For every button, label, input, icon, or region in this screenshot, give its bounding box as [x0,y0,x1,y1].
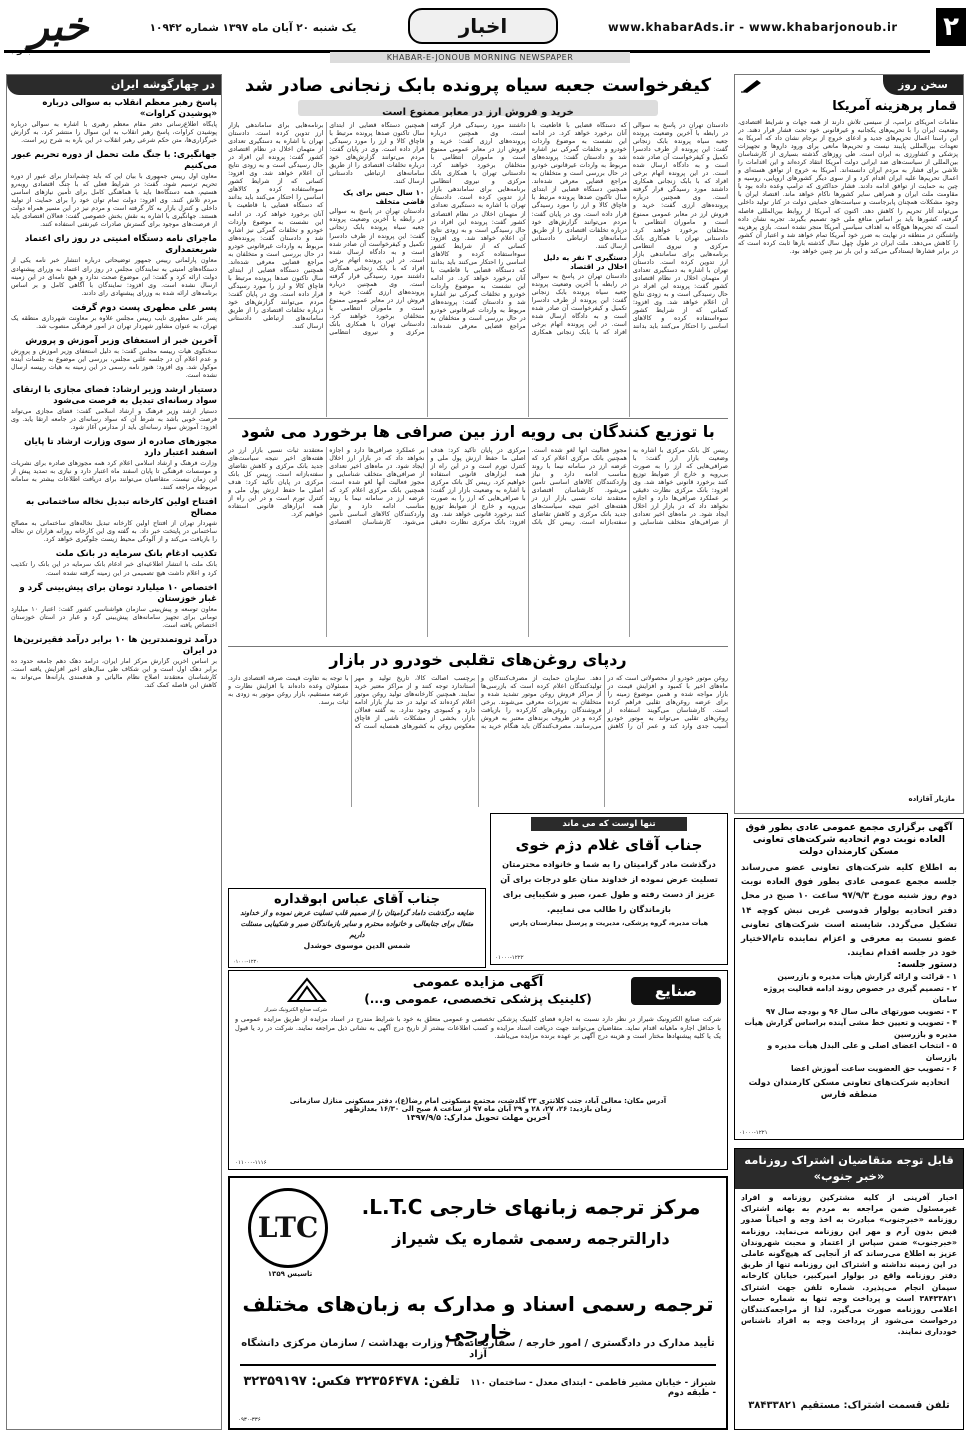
sidebar-news-body: معاون پارلمانی رییس جمهور توضیحاتی درباره انتشار خبر نامه یکی از دستگاه‌های امنیتی به نمایندگان مجلس در روز رای اعتماد به وزرای پیشنهادی دولت ارائه کرد و گفت: این موضوع صحت ندارد و هیچ نامه‌ای در این زمینه ارسال نشده است. وی افزود: نمایندگان با آگاهی کامل و بر اساس برنامه‌های ارائه شده به وزرای پیشنهادی رای دادند. [11,257,217,297]
auction-code: ۰۱۱۰۰۰-۱۱۱۶ [235,1160,267,1166]
sidebar-title-text: در چهارگوشه ایران [111,78,215,91]
sidebar-news-item [11,549,217,577]
sidebar-news-body: شهردار تهران از افتتاح اولین کارخانه تبدیل نخاله‌های ساختمانی به مصالح ساختمانی در پایتخت خبر داد. به گفته وی این کارخانه روزانه هزاران تن نخاله را بازیافت می‌کند و از آلودگی محیط زیست جلوگیری خواهد کرد. [11,520,217,544]
ltc-main: ترجمه رسمی اسناد و مدارک به زبان‌های مختلف خارجی [242,1292,714,1344]
section-title [408,8,558,44]
auction-org: شرکت صنایع الکترونیک شیراز [264,1007,327,1013]
condolence-right-title: جناب آقای غلام دژم خوی [515,836,703,854]
ltc-logo-text: LTC [257,1211,319,1244]
auction-title: آگهی مزایده عمومی [412,975,544,990]
sidebar-items [7,95,221,1425]
lead-story [228,74,728,424]
auction-org-logo [237,977,327,1013]
sidebar-news-body: پسر علی مطهری نایب رییس مجلس علاوه بر معاونت شهرداری منطقه یک تهران، به عنوان مشاور شهردار تهران در امور فرهنگی منصوب شد. [11,314,217,330]
ltc-logo [248,1188,328,1268]
sidebar-news-body: بانک ملت با انتشار اطلاعیه‌ای خبر ادغام بانک سرمایه در این بانک را تکذیب کرد و اعلام داشت هیچ تصمیمی در این زمینه گرفته نشده است. [11,561,217,577]
story2-body-2: رییس کل بانک مرکزی با اشاره به وضعیت بازار ارز گفت: با صرافی‌هایی که ارز را به صورت بی‌رویه و خارج از ضوابط توزیع کنند برخورد قانونی خواهد شد. وی افزود: بانک مرکزی نظارت دقیقی بر عملکرد صرافی‌ها دارد و اجازه نخواهد داد که در بازار ارز اخلال ایجاد شود. در ماه‌های اخیر تعدادی از صرافی‌های متخلف شناسایی و مجوز فعالیت آنها لغو شده است. همچنین بانک مرکزی اعلام کرد که عرضه ارز در سامانه نیما با روند مناسب ادامه دارد و نیاز واردکنندگان کالاهای اساسی تأمین می‌شود. کارشناسان اقتصادی معتقدند ثبات نسبی بازار ارز در هفته‌های اخیر نتیجه سیاست‌های جدید بانک مرکزی و کاهش تقاضای سفته‌بازانه است. رییس کل بانک مرکزی در پایان تأکید کرد: هدف اصلی ما حفظ ارزش پول ملی و کنترل تورم است و در این راه از همه ابزارهای قانونی استفاده خواهیم کرد. [228,447,526,527]
lead-body-text-2: دادستان تهران در پاسخ به سوالی در رابطه با آخرین وضعیت پرونده جعبه سیاه پرونده بابک زنجانی گفت: این پرونده از طرف دادسرا تکمیل و کیفرخواست آن صادر شده است و به دادگاه ارسال شده است. در این پرونده اتهام برخی افراد که با بابک زنجانی همکاری داشتند مورد رسیدگی قرار گرفته است. وی همچنین درباره پرونده‌های ارزی گفت: خرید و فروش ارز در معابر عمومی ممنوع است و ماموران انتظامی با متخلفان برخورد خواهند کرد. دادستانی تهران با همکاری بانک مرکزی و نیروی انتظامی برنامه‌هایی برای ساماندهی بازار ارز تدوین کرده است. دادستان تهران با اشاره به دستگیری تعدادی از متهمان اخلال در نظام اقتصادی کشور گفت: پرونده این افراد در حال رسیدگی است و به زودی نتایج آن اعلام خواهد شد. وی افزود: کسانی که از شرایط کشور سوءاستفاده کرده و کالاهای اساسی را احتکار می‌کنند باید بدانند که دستگاه قضایی با قاطعیت با آنان برخورد خواهد کرد. در ادامه این نشست به موضوع واردات خودرو و تخلفات گمرکی نیز اشاره شد و دادستان گفت: پرونده‌های مربوط به واردات غیرقانونی خودرو در حال بررسی است و متخلفان به مراجع قضایی معرفی شده‌اند. همچنین دستگاه قضایی از ابتدای سال تاکنون صدها پرونده مرتبط با قاچاق کالا و ارز را مورد رسیدگی قرار داده است. وی در پایان گفت: مردم می‌توانند گزارش‌های خود درباره تخلفات اقتصادی را از طریق سامانه‌های ارتباطی دادستانی ارسال کنند. [329,122,627,337]
condolence-left-body: ضایعه درگذشت داماد گرامیتان را از صمیم قلب تسلیت عرض نموده و از خداوند متعال برای جنابعالی و خانواده محترم و سایر بازماندگان صبر و شکیبایی مسئلت داریم [240,909,474,939]
meeting-agenda-item: ۲ - تصمیم گیری در خصوص روند ادامه فعالیت پروژه سامان [763,983,957,1005]
meeting-agenda-list [735,971,963,1075]
sidebar-news-head: افتتاح اولین کارخانه تبدیل نخاله ساختمانی به مصالح [25,497,217,519]
auction-visit: زمان بازدید: ۲۶، ۲۷، ۲۸ و ۲۹ آبان ماه ۹۷ از ساعت ۸ صبح الی ۱۶/۳۰ بعدازظهر [344,1105,612,1113]
sidebar-news-head: دستیار ارشد وزیر ارشاد: فضای مجازی با ارتقای سواد رسانه‌ای تبدیل به فرصت می‌شود [12,384,217,406]
sidebar-news-head: درآمد ثروتمندترین ها ۱۰ برابر درآمد فقیرترین‌ها در ایران [13,634,217,656]
ltc-certs: تأیید مدارک در دادگستری / امور خارجه / سفارتخانه‌ها / وزارت بهداشت / سازمان مرکزی دانشگاه آزاد [241,1338,715,1360]
websites: www.khabarAds.ir - www.khabarjonoub.ir [608,20,898,34]
condolence-left-from: شمس الدین موسوی خوشدل [303,941,411,950]
ltc-since: تاسیس ۱۳۵۹ [267,1270,313,1278]
condolence-right-body: درگذشت مادر گرامیتان را به شما و خانواده محترمتان تسلیت عرض نموده از خداوند منان علو درجات برای آن عزیز از دست رفته و طول عمر، صبر و شکیبایی برای بازماندگان را طالب می نماییم. [500,859,718,914]
lead-inline-head-2: ۱۰ سال حبس برای یک قاضی متخلف [343,188,425,207]
subscription-body: اخبار آفرینی از کلیه مشترکین روزنامه و افراد غیرمسئول ضمن مراجعه به مردم به بهانه اشتراک روزنامه «خبرجنوب» مبادرت به اخذ وجه و احیاناً صدور قبض بدون آرم و مهر این روزنامه می‌نماید. روزنامه «خبرجنوب» ضمن سپاس از اعتماد و محبت شهروندان عزیز به اطلاع می‌رساند که از آنجایی که هیچ‌گونه عاملی در این زمینه نداشته و اشتراک این روزنامه تنها از طریق دفتر روزنامه واقع در بولوار امیرکبیر، خیابان کارخانه سیمان انجام می‌پذیرد. شماره تلفن جهت اشتراک ۳۸۴۳۳۸۲۱ است و پرداخت وجه تنها به شماره حساب اعلامی روزنامه صورت می‌گیرد. لذا از مراجعه‌کنندگان درخواست می‌شود از پرداخت وجه به افراد ناشناس خودداری نمایند. [741,1193,957,1337]
meeting-agenda-item: ۶ - تصویب حق العضویت ساعت آموزش اعضا [790,1064,957,1074]
story3-body-wrap [228,675,728,807]
masthead [0,0,970,70]
auction-logo [631,977,721,1005]
story-2 [228,418,728,643]
pen-icon [741,77,765,93]
sidebar-news-item [11,98,217,145]
sidebar-news-item [11,497,217,544]
sidebar-news-head: تکذیب ادغام بانک سرمایه در بانک ملت [55,549,217,560]
sidebar [6,74,222,1430]
lead-body-text: دادستان تهران در پاسخ به سوالی در رابطه با آخرین وضعیت پرونده جعبه سیاه پرونده بابک زنجانی گفت: این پرونده از طرف دادسرا تکمیل و کیفرخواست آن صادر شده است و به دادگاه ارسال شده است. در این پرونده اتهام برخی افراد که با بابک زنجانی همکاری داشتند مورد رسیدگی قرار گرفته است. وی همچنین درباره پرونده‌های ارزی گفت: خرید و فروش ارز در معابر عمومی ممنوع است و ماموران انتظامی با متخلفان برخورد خواهند کرد. دادستانی تهران با همکاری بانک مرکزی و نیروی انتظامی برنامه‌هایی برای ساماندهی بازار ارز تدوین کرده است. دادستان تهران با اشاره به دستگیری تعدادی از متهمان اخلال در نظام اقتصادی کشور گفت: پرونده این افراد در حال رسیدگی است و به زودی نتایج آن اعلام خواهد شد. وی افزود: کسانی که از شرایط کشور سوءاستفاده کرده و کالاهای اساسی را احتکار می‌کنند باید بدانند که دستگاه قضایی با قاطعیت با آنان برخورد خواهد کرد. در ادامه این نشست به موضوع واردات خودرو و تخلفات گمرکی نیز اشاره شد و دادستان گفت: پرونده‌های مربوط به واردات غیرقانونی خودرو در حال بررسی است و متخلفان به مراجع قضایی معرفی شده‌اند. همچنین دستگاه قضایی از ابتدای سال تاکنون صدها پرونده مرتبط با قاچاق کالا و ارز را مورد رسیدگی قرار داده است. وی در پایان گفت: مردم می‌توانند گزارش‌های خود درباره تخلفات اقتصادی را از طریق سامانه‌های ارتباطی دادستانی ارسال کنند. [531,122,728,331]
sidebar-news-item [11,583,217,630]
sidebar-news-head: جهانگیری: با جنگ ملت تحمل از دوره تحریم عبور می‌کنیم [11,150,217,172]
condolence-left-code: ۰۱۰۰۰-۱۲۲۰ [233,959,259,965]
meeting-agenda-item: ۳ - تصویب صورتهای مالی سال ۹۶ و بودجه سال ۹۷ [765,1006,957,1016]
auction-body: شرکت صنایع الکترونیک شیراز در نظر دارد نسبت به اجاره فضای کلینیک پزشکی تخصصی و عمومی متعلق به خود با شرایط مندرج در اسناد مزایده از طریق مزایده عمومی و با حداقل اجاره ماهیانه اقدام نماید. متقاضیان می‌توانند جهت دریافت اسناد مزایده و کسب اطلاعات بیشتر از تاریخ درج آگهی به نشانی ذیل مراجعه نمایند. شرکت در رد یا قبول یک یا کلیه پیشنهادها مختار است و هزینه درج آگهی بر عهده برنده مزایده می‌باشد. [235,1015,721,1041]
sidebar-news-body: پایگاه اطلاع‌رسانی دفتر مقام معظم رهبری با اشاره به سوالی درباره پوشیدن کراوات، پاسخ رهبر انقلاب به این سوال را منتشر کرد. به گزارش خبرگزاری‌ها، متن حکم شرعی رهبر انقلاب در این باره به شرح زیر است. [11,121,217,145]
sidebar-news-body: معاون اول رییس جمهوری با بیان این که باید چشم‌انداز برای عبور از دوره تحریم ترسیم شود، گفت: در شرایط فعلی که با جنگ اقتصادی روبه‌رو هستیم، همه دستگاه‌ها باید با هماهنگی کامل برای تأمین نیازهای اساسی مردم تلاش کنند. وی افزود: دولت تمام توان خود را برای حمایت از تولید داخلی و کنترل بازار به کار گرفته است و مردم نیز در این مسیر همراه دولت هستند. جهانگیری با اشاره به نقش بخش خصوصی گفت: فعالان اقتصادی باید از فرصت‌های موجود برای گسترش صادرات غیرنفتی استفاده کنند. [11,173,217,229]
editorial-author: مازیار آقازاده [908,795,955,803]
lead-inline-head-1: دستگیری ۳ نفر به دلیل اخلال در اقتصاد [543,252,627,271]
auction-address: آدرس مکان: معالی آباد، جنب کلانتری ۲۳ گلدشت، مجتمع مسکونی امام رضا(ع)، دفتر مسکونی منازل سازمانی [289,1097,667,1105]
auction-deadline: آخرین مهلت تحویل مدارک: ۱۳۹۷/۹/۵ [405,1113,551,1122]
sidebar-news-body: معاون توسعه و پیش‌بینی سازمان هواشناسی کشور گفت: اعتبار ۱۰ میلیارد تومانی برای تجهیز سامانه‌های پیش‌بینی گرد و غبار در استان خوزستان اختصاص یافته است. [11,605,217,629]
meeting-agenda-item: ۴ - تصویب و تعیین خط مشی آینده براساس گزارش هیأت مدیره و بازرسین [744,1018,957,1039]
sidebar-news-head: پسر علی مطهری پست دوم گرفت [71,302,217,313]
sidebar-news-item [11,234,217,297]
sidebar-news-item [11,437,217,492]
sidebar-title [7,75,221,95]
ltc-phone: تلفن: ۳۲۳۵۶۴۷۸ فکس: ۳۲۳۵۹۱۹۷ [243,1374,460,1389]
story2-body: رییس کل بانک مرکزی با اشاره به وضعیت بازار ارز گفت: با صرافی‌هایی که ارز را به صورت بی‌رویه و خارج از ضوابط توزیع کنند برخورد قانونی خواهد شد. وی افزود: بانک مرکزی نظارت دقیقی بر عملکرد صرافی‌ها دارد و اجازه نخواهد داد که در بازار ارز اخلال ایجاد شود. در ماه‌های اخیر تعدادی از صرافی‌های متخلف شناسایی و مجوز فعالیت آنها لغو شده است. همچنین بانک مرکزی اعلام کرد که عرضه ارز در سامانه نیما با روند مناسب ادامه دارد و نیاز واردکنندگان کالاهای اساسی تأمین می‌شود. کارشناسان اقتصادی معتقدند ثبات نسبی بازار ارز در هفته‌های اخیر نتیجه سیاست‌های جدید بانک مرکزی و کاهش تقاضای سفته‌بازانه است. رییس کل بانک مرکزی در پایان تأکید کرد: هدف اصلی ما حفظ ارزش پول ملی و کنترل تورم است و در این راه از همه ابزارهای قانونی استفاده خواهیم کرد. [430,447,728,527]
section-label: اخبار [458,14,508,38]
ltc-subtitle: دارالترجمه رسمی شماره یک شیراز [392,1229,670,1248]
ltc-address: شیراز - خیابان مشیر فاطمی - ابتدای معدل - ساختمان ۱۱۰ - طبقه دوم [470,1378,716,1398]
lead-body-text-3: دادستان تهران در پاسخ به سوالی در رابطه با آخرین وضعیت پرونده جعبه سیاه پرونده بابک زنجانی گفت: این پرونده از طرف دادسرا تکمیل و کیفرخواست آن صادر شده است و به دادگاه ارسال شده است. در این پرونده اتهام برخی افراد که با بابک زنجانی همکاری داشتند مورد رسیدگی قرار گرفته است. وی همچنین درباره پرونده‌های ارزی گفت: خرید و فروش ارز در معابر عمومی ممنوع است و ماموران انتظامی با متخلفان برخورد خواهند کرد. دادستانی تهران با همکاری بانک مرکزی و نیروی انتظامی برنامه‌هایی برای ساماندهی بازار ارز تدوین کرده است. دادستان تهران با اشاره به دستگیری تعدادی از متهمان اخلال در نظام اقتصادی کشور گفت: پرونده این افراد در حال رسیدگی است و به زودی نتایج آن اعلام خواهد شد. وی افزود: کسانی که از شرایط کشور سوءاستفاده کرده و کالاهای اساسی را احتکار می‌کنند باید بدانند که دستگاه قضایی با قاطعیت با آنان برخورد خواهد کرد. در ادامه این نشست به موضوع واردات خودرو و تخلفات گمرکی نیز اشاره شد و دادستان گفت: پرونده‌های مربوط به واردات غیرقانونی خودرو در حال بررسی است و متخلفان به مراجع قضایی معرفی شده‌اند. همچنین دستگاه قضایی از ابتدای سال تاکنون صدها پرونده مرتبط با قاچاق کالا و ارز را مورد رسیدگی قرار داده است. وی در پایان گفت: مردم می‌توانند گزارش‌های خود درباره تخلفات اقتصادی را از طریق سامانه‌های ارتباطی دادستانی ارسال کنند. [228,122,425,337]
condolence-right [490,813,728,965]
condolence-left-title: جناب آقای عباس ابوقداره [273,892,441,907]
english-name: KHABAR-E-JONOUB MORNING NEWSPAPER [330,52,630,63]
sidebar-news-body: بر اساس آخرین گزارش مرکز آمار ایران، درآمد دهک دهم جامعه حدود ده برابر دهک اول است و این شکاف طی سال‌های اخیر افزایش یافته است. کارشناسان معتقدند اصلاح نظام مالیاتی و هدفمندی یارانه‌ها می‌تواند به کاهش این فاصله کمک کند. [11,657,217,689]
condolence-right-code: ۰۱۰۰۰-۱۲۲۲ [495,955,524,961]
sidebar-news-head: اختصاص ۱۰ میلیارد تومان برای پیش‌بینی گرد و غبار خوزستان [19,582,217,604]
auction-ad [228,970,728,1170]
lead-subhead-bar [298,100,658,116]
subscription-notice [734,1148,964,1430]
logo-text: خبر [29,3,89,50]
sidebar-news-item [11,635,217,690]
editorial-title: قمار پرهزینه آمریکا [832,99,957,114]
condolence-left [228,888,486,968]
story2-headline: با توزیع کنندگان بی رویه ارز بین صرافی ها برخورد می شود [241,422,715,441]
sidebar-news-item [11,385,217,432]
condolence-right-from: هیأت مدیره، گروه پزشکی، مدیریت و پرسنل بیمارستان پارس [509,919,709,927]
story-3 [228,646,728,809]
sidebar-news-body: دستیار ارشد وزیر فرهنگ و ارشاد اسلامی گفت: فضای مجازی می‌تواند فرصت خوبی باشد به شرط آن که سواد رسانه‌ای در جامعه ارتقا یابد. وی افزود: آموزش سواد رسانه‌ای باید از مدارس آغاز شود. [11,407,217,432]
meeting-body: به اطلاع کلیه شرکت‌های تعاونی عضو می‌رساند جلسه مجمع عمومی عادی بطور فوق العاده نوبت دوم روز شنبه مورخ ۹۷/۹/۳ ساعت ۱۰ صبح در محل دفتر اتحادیه بولوار قدوسی غربی نبش کوچه ۱۴ تشکیل می‌گردد. شایسته است شرکت‌های تعاونی عضو نسبت به معرفی و اعزام نماینده تام‌الاختیار خود در جلسه اقدام نمایند. [741,863,958,959]
story2-body-wrap [228,447,728,637]
logo [4,4,114,54]
ltc-rule [240,1364,716,1366]
story3-headline: ردپای روغن‌های تقلبی خودرو در بازار [329,650,627,669]
date-issue: یک شنبه ۲۰ آبان ماه ۱۳۹۷ شماره ۱۰۹۴۲ [149,22,357,34]
story3-body: روغن موتور خودرو از محصولاتی است که در ماه‌های اخیر با کمبود و افزایش قیمت در بازار مواجه شده و همین موضوع زمینه را برای عرضه روغن‌های تقلبی فراهم کرده است. کارشناسان می‌گویند استفاده از روغن‌های تقلبی می‌تواند به موتور خودرو آسیب جدی وارد کند و عمر آن را کاهش دهد. سازمان حمایت از مصرف‌کنندگان و تولیدکنندگان اعلام کرده است که بازرسی‌ها از مراکز فروش روغن موتور تشدید شده و متخلفان به تعزیرات معرفی می‌شوند. برخی فروشندگان روغن‌های کارکرده را بازیافت کرده و در ظروف برندهای معتبر به فروش می‌رسانند. مصرف‌کنندگان باید هنگام خرید به برچسب اصالت کالا، تاریخ تولید و مهر استاندارد توجه کنند و از مراکز معتبر خرید نمایند. همچنین کارخانه‌های تولید روغن موتور اعلام کرده‌اند که تولید در حد نیاز بازار ادامه دارد و کمبودی وجود ندارد. به گفته فعالان بازار، بخشی از مشکلات ناشی از قاچاق معکوس روغن به کشورهای همسایه است که با توجه به تفاوت قیمت صرفه اقتصادی دارد. مسئولان وعده داده‌اند با افزایش نظارت و عرضه مستقیم، بازار روغن موتور به زودی به ثبات برسد. [228,675,728,731]
lead-body [228,122,728,417]
meeting-agenda-item: ۱ - قرائت و ارائه گزارش هیأت مدیره و بازرسین [777,972,957,982]
ltc-code: ۰۹۳۰-۳۳۶ [238,1417,261,1423]
meeting-agenda-item: ۵ - انتخاب اعضای اصلی و علی البدل هیأت مدیره و بازرسان [767,1041,957,1062]
auction-logo-text: صنایع [654,982,698,1000]
lead-subhead: خرید و فروش ارز در معابر ممنوع است [382,107,574,118]
lead-headline: کیفرخواست جعبه سیاه پرونده بابک زنجانی صادر شد [244,75,712,96]
sidebar-news-body: سخنگوی هیات رییسه مجلس گفت: به دلیل استعفای وزیر آموزش و پرورش و عدم اعلام آن در جلسه علنی مجلس، بررسی این موضوع به جلسات آینده موکول شد. وی افزود: هنوز نامه رسمی در این زمینه به هیات رییسه ارسال نشده است. [11,347,217,379]
meeting-code: ۰۱۰۰۰-۱۲۲۱ [739,1130,768,1136]
editorial [734,74,964,814]
sidebar-news-item [11,336,217,380]
editorial-body: مقامات آمریکای ترامپ، از سیسی تلاش دارند از همه جهات و شرایط اقتصادی، وضعیت ایران را با تحریم‌های یکجانبه و غیرقانونی خود تحت فشار قرار دهند. در این راستا اعمال تحریم‌های جدید و ادعای خروج از برجام نشان داد که آمریکا به تعهدات بین‌المللی پایبند نیست و تحریم‌ها مانعی برای ورود داروها و تجهیزات پزشکی و کشاورزی به ایران است. طی روزهای گذشته بسیاری از کارشناسان بین‌المللی از سیاست‌های ضد ایرانی دولت آمریکا انتقاد کرده‌اند و این اقدامات را تلاشی برای فشار به مردم ایران دانسته‌اند. آمریکا به خروج از توافق هسته‌ای و اعمال تحریم‌ها علیه ایران اقدام کرد و از سوی دیگر کشورهای اروپایی، روسیه و چین به حمایت از توافق ادامه دادند. فشار حداکثری که ترامپ وعده داده بود با مقاومت ملت ایران و همراهی سایر کشورها ناکام خواهد ماند. اقتصاد ایران با وجود مشکلات همچنان پابرجاست و سیاست‌های حمایتی دولت در کنار تولید داخلی می‌تواند آثار تحریم را کاهش دهد. اکنون که آمریکا از روابط بین‌المللی فاصله گرفته، کشورها باید بر اساس منافع ملی خود تصمیم بگیرند. تجربه نشان داده است که تحریم‌ها هیچ‌گاه به اهداف سیاسی آمریکا منجر نشده است. بازی پرهزینه واشنگتن در منطقه در نهایت به ضرر خود آمریکا تمام خواهد شد و اعتبار آن کشور را کاهش می‌دهد. ملت ایران در طول چهل سال گذشته بارها ثابت کرده است که در برابر فشارها ایستادگی می‌کند و این بار نیز چنین خواهد بود. [738,119,958,255]
condolence-right-banner: تنها اوست که می ماند [531,817,687,831]
page-number: ۲ [936,8,966,46]
ltc-ad [228,1176,728,1430]
meeting-title: آگهی برگزاری مجمع عمومی عادی بطور فوق العاده نوبت دوم اتحادیه شرکت‌های تعاونی مسکن کارمندان دولت [745,822,953,857]
sidebar-news-item [11,303,217,331]
sidebar-news-head: آخرین خبر از استعفای وزیر آموزش و پرورش [25,335,217,346]
sidebar-news-item [11,150,217,229]
sidebar-news-head: ماجرای نامه دستگاه امنیتی در روز رای اعتماد شریعتمداری [24,234,217,256]
subscription-title: قابل توجه متقاضیان اشتراک روزنامه «خبر جنوب» [735,1149,963,1189]
sidebar-news-body: وزارت فرهنگ و ارشاد اسلامی اعلام کرد همه مجوزهای صادره برای نشریات و موسسات فرهنگی تا پایان اسفند ماه اعتبار دارد و نیازی به تمدید پیش از این زمان نیست. متقاضیان می‌توانند برای دریافت اطلاعات بیشتر به سامانه مربوطه مراجعه کنند. [11,460,217,492]
subscription-phone: تلفن قسمت اشتراک: مستقیم ۳۸۴۳۳۸۲۱ [748,1400,950,1411]
meeting-agenda-title: دستور جلسه: [897,960,957,971]
meeting-signature: اتحادیه شرکت‌های تعاونی مسکن کارمندان دولت منطقه فارس [748,1077,950,1100]
sidebar-news-head: مجوزهای صادره از سوی وزارت ارشاد تا پایان اسفند اعتبار دارد [24,437,217,459]
editorial-badge-text: سخن روز [898,79,948,91]
ltc-title: مرکز ترجمه زبانهای خارجی L.T.C. [361,1195,701,1219]
meeting-notice [734,818,964,1140]
sidebar-news-head: پاسخ رهبر معظم انقلاب به سوالی درباره «پوشیدن کراوات» [42,98,217,119]
auction-subtitle: (کلینیک پزشکی تخصصی، عمومی و...) [364,992,592,1006]
editorial-badge [883,75,963,95]
